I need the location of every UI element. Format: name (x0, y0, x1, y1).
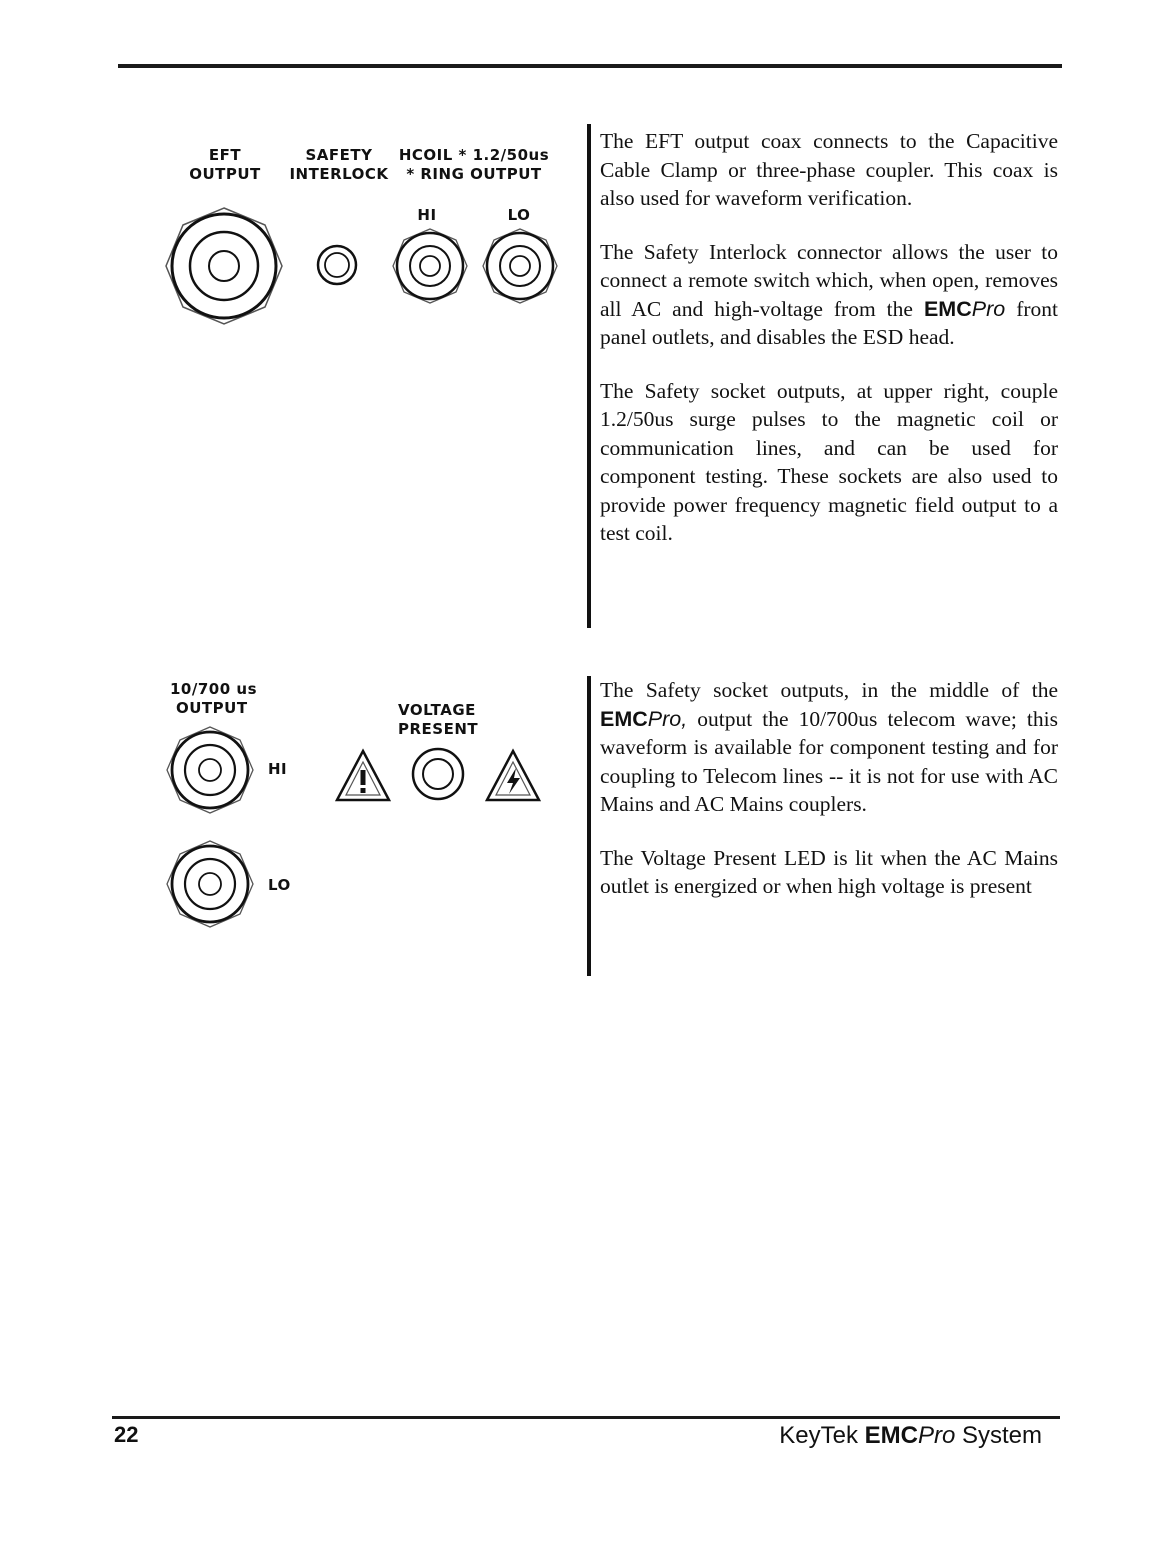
hcoil-hi-socket-icon (390, 226, 470, 306)
safety-interlock-socket-icon (314, 242, 360, 288)
hcoil-lo-socket-icon (480, 226, 560, 306)
telecom-output-label: 10/700 us OUTPUT (170, 680, 257, 717)
footer-rule (112, 1416, 1060, 1419)
voltage-present-paragraph: The Voltage Present LED is lit when the AC Mains outlet is energized or when high voltage is present (600, 845, 1058, 898)
brand-pro: Pro, (647, 706, 688, 731)
telecom-lo-label: LO (268, 876, 291, 894)
voltage-present-led-icon (410, 746, 466, 802)
high-voltage-warning-icon (484, 748, 542, 804)
voltage-present-label: VOLTAGE PRESENT (398, 701, 479, 738)
telecom-lo-connector-icon (164, 838, 256, 930)
caution-warning-icon (334, 748, 392, 804)
safety-socket-paragraph: The Safety socket outputs, at upper right, couple 1.2/50us surge pulses to the magnetic coil or communication lines, and can be used for component testing. These sockets are also used to provide power frequency magnetic field output to a test coil. (600, 378, 1058, 545)
eft-output-label: EFT OUTPUT (189, 146, 261, 183)
brand-emc: EMC (600, 706, 648, 731)
safety-interlock-label: SAFETY INTERLOCK (289, 146, 389, 183)
change-bar-2 (587, 676, 591, 976)
header-rule (118, 64, 1062, 68)
brand-pro: Pro (971, 296, 1006, 321)
eft-bnc-connector-icon (162, 204, 286, 328)
telecom-hi-label: HI (268, 760, 288, 778)
change-bar-1 (587, 124, 591, 628)
description-block-1 (600, 127, 1058, 573)
safety-interlock-paragraph: The Safety Interlock connector allows the user to connect a remote switch which, when open, removes all AC and high-voltage from the EMCPro front panel outlets, and disables the ESD head. (600, 239, 1058, 349)
telecom-output-paragraph: The Safety socket outputs, in the middle of the EMCPro, output the 10/700us telecom wave; this waveform is available for component testing and for coupling to Telecom lines -- it is not for use with AC Mains and AC Mains couplers. (600, 678, 1058, 816)
footer-title: KeyTek EMCPro System (779, 1422, 1042, 1449)
hcoil-ring-output-label: HCOIL * 1.2/50us * RING OUTPUT (398, 146, 550, 183)
hcoil-hi-label: HI (417, 206, 437, 224)
description-block-2 (600, 676, 1058, 926)
hcoil-lo-label: LO (507, 206, 531, 224)
page-number: 22 (114, 1422, 139, 1447)
eft-output-paragraph: The EFT output coax connects to the Capacitive Cable Clamp or three-phase coupler. This coax is also used for waveform verification. (600, 129, 1058, 210)
telecom-hi-connector-icon (164, 724, 256, 816)
brand-emc: EMC (923, 296, 972, 321)
